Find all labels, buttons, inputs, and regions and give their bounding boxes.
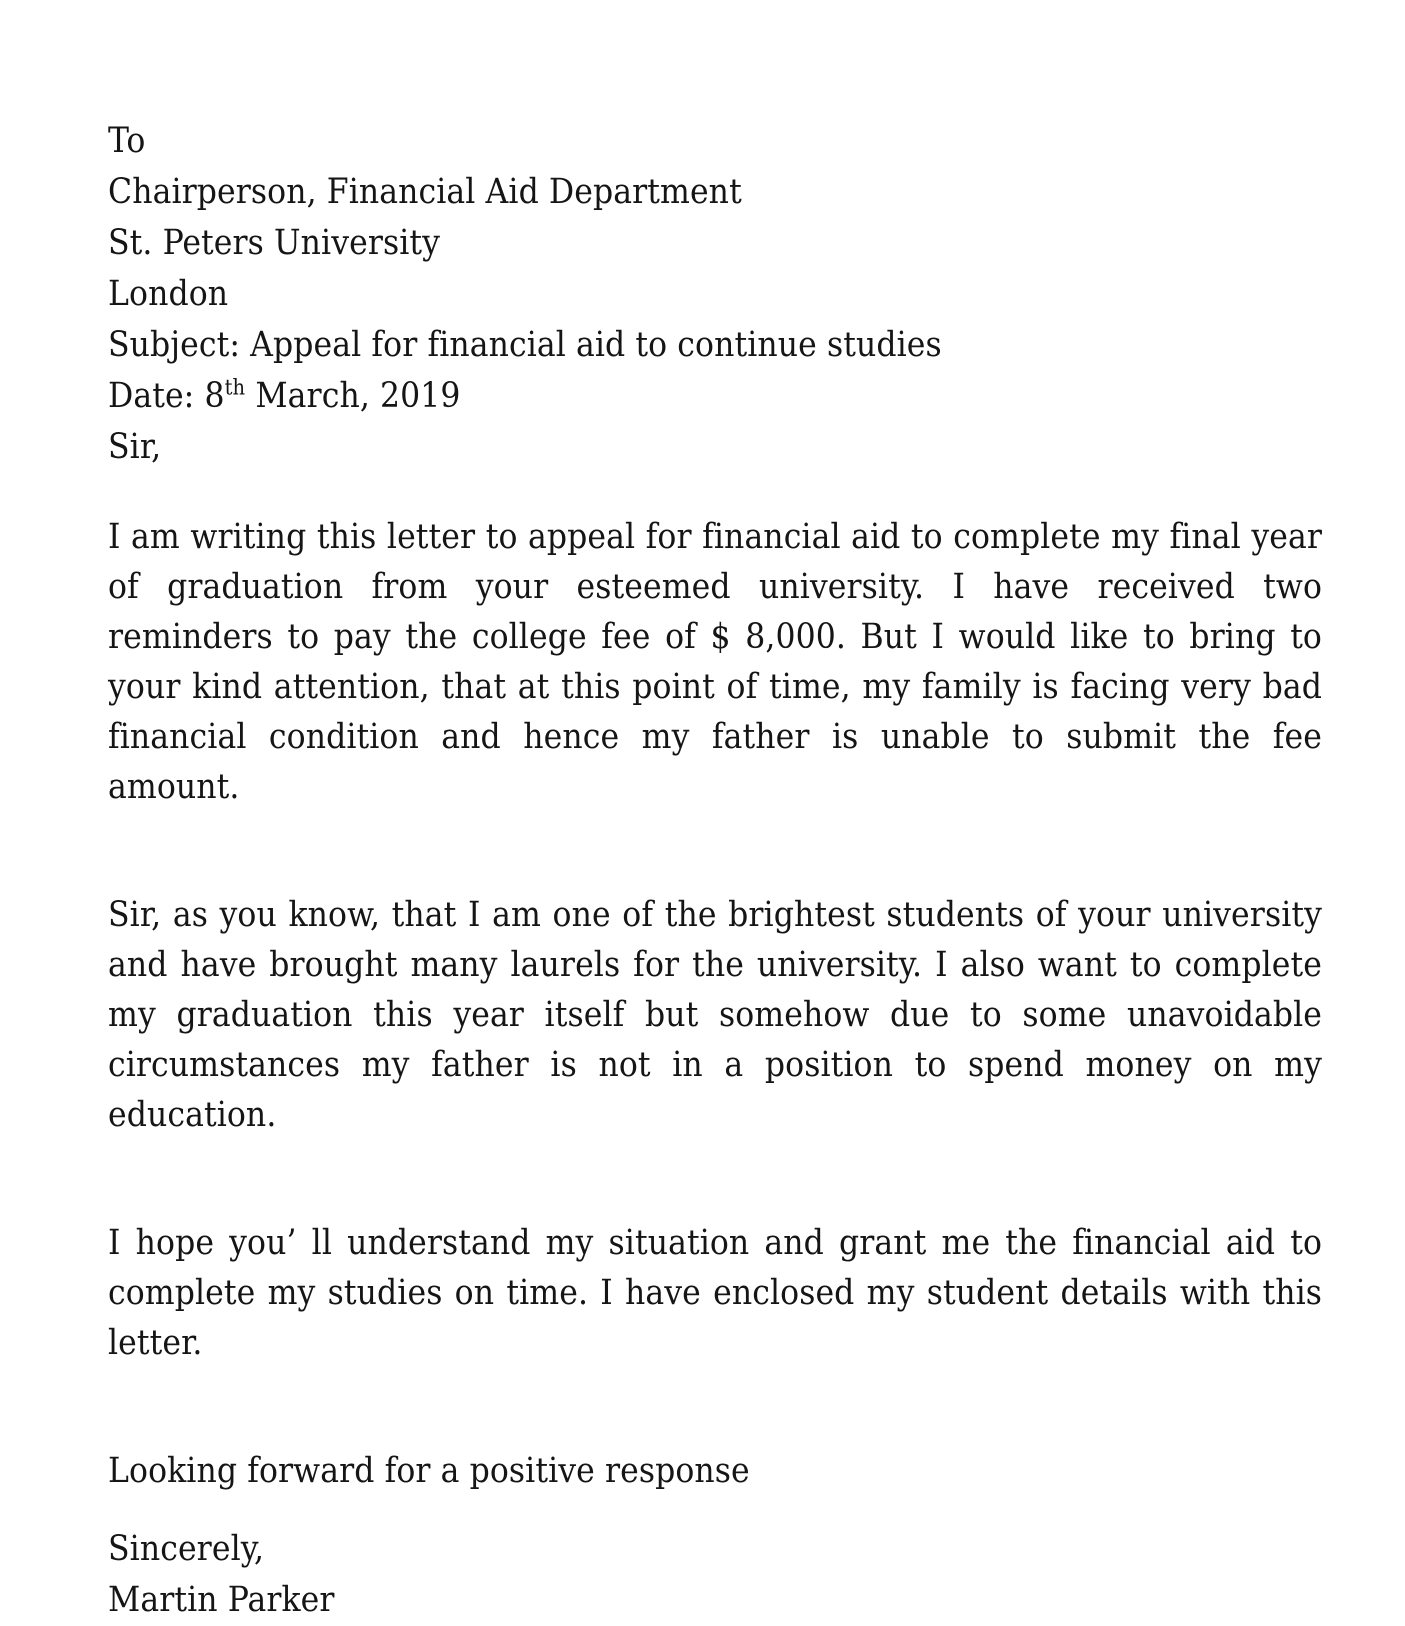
date-prefix: Date: 8 (108, 376, 225, 416)
to-label: To (108, 121, 146, 161)
date-month-year: March, 2019 (245, 376, 461, 416)
body-paragraph-1: I am writing this letter to appeal for financial aid to complete my final year of graduation from your esteemed university. I have received two reminders to pay the college fee of $ 8,000. But I would like to bring to your kind attention, that at this point of time, my family is facing very bad financial condition and hence my father is unable to submit the fee amount. (108, 517, 1322, 807)
salutation: Sir, (108, 427, 162, 467)
letter-body (108, 116, 1322, 1626)
institution-name: St. Peters University (108, 223, 441, 263)
body-paragraph-3: I hope you’ ll understand my situation and grant me the financial aid to complete my studies on time. I have enclosed my student details with this letter. (108, 1223, 1322, 1363)
signature-block (108, 1524, 1322, 1626)
signature-name: Martin Parker (108, 1580, 335, 1620)
date-ordinal-suffix: th (224, 375, 246, 401)
recipient-title: Chairperson, Financial Aid Department (108, 172, 742, 212)
letter-header-block (108, 116, 1322, 473)
body-paragraph-2: Sir, as you know, that I am one of the brightest students of your university and have brought many laurels for the university. I also want to complete my graduation this year itself but somehow due to some unavoidable circumstances my father is not in a position to spend money on my education. (108, 895, 1322, 1135)
closing-remark: Looking forward for a positive response (108, 1451, 750, 1491)
city-name: London (108, 274, 229, 314)
date-line (108, 371, 1322, 422)
subject-line: Subject: Appeal for financial aid to continue studies (108, 325, 942, 365)
sign-off: Sincerely, (108, 1529, 265, 1569)
